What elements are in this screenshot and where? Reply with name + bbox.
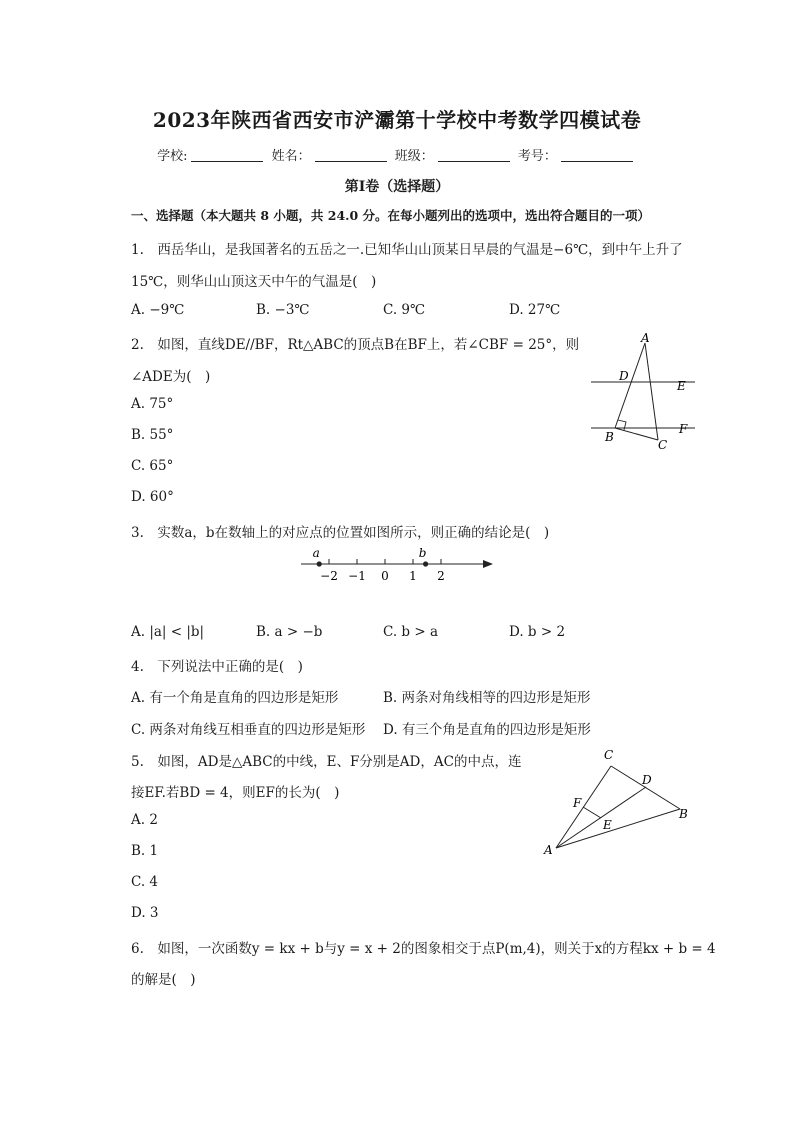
side-ac [645, 343, 658, 440]
school-label: 学校: [157, 149, 188, 164]
q2-figure [585, 330, 700, 455]
q4-option-c[interactable]: C. 两条对角线互相垂直的四边形是矩形 [131, 722, 366, 738]
label-e: E [603, 818, 612, 832]
q3-stem: 3. 实数a，b在数轴上的对应点的位置如图所示，则正确的结论是( ) [131, 525, 550, 541]
point-a [317, 561, 322, 566]
q3-number-line [295, 543, 500, 585]
label-a: A [641, 331, 650, 345]
exam-title: 2023年陕西省西安市浐灞第十学校中考数学四模试卷 [152, 108, 642, 132]
name-blank[interactable] [315, 149, 387, 162]
label-a: a [312, 546, 320, 560]
q1-option-b[interactable]: B. −3℃ [256, 302, 310, 318]
exam-no-label: 考号： [517, 149, 557, 164]
section-instructions: 一、选择题（本大题共 8 小题，共 24.0 分。在每小题列出的选项中，选出符合题目的一项） [131, 208, 651, 223]
q4-option-d[interactable]: D. 有三个角是直角的四边形是矩形 [383, 722, 591, 738]
class-label: 班级： [394, 149, 434, 164]
q5-stem-line2: 接EF.若BD = 4，则EF的长为( ) [131, 785, 340, 801]
q2-option-d[interactable]: D. 60° [131, 489, 174, 505]
q5-option-a[interactable]: A. 2 [131, 812, 158, 828]
q3-option-d[interactable]: D. b > 2 [509, 624, 566, 640]
segment-ef [583, 807, 601, 818]
side-ab [615, 343, 645, 428]
axis-arrow [483, 560, 493, 568]
q2-option-b[interactable]: B. 55° [131, 427, 174, 443]
class-blank[interactable] [438, 149, 510, 162]
q5-figure [538, 744, 698, 862]
point-b [423, 561, 428, 566]
q5-option-c[interactable]: C. 4 [131, 874, 159, 890]
q2-stem-line2: ∠ADE为( ) [131, 369, 211, 385]
q6-stem-line1: 6. 如图，一次函数y = kx + b与y = x + 2的图象相交于点P(m,4)，则关于x的方程kx + b = 4 [131, 941, 716, 957]
q5-stem-line1: 5. 如图，AD是△ABC的中线，E、F分别是AD，AC的中点，连 [131, 754, 522, 770]
q3-option-b[interactable]: B. a > −b [256, 624, 323, 640]
school-blank[interactable] [191, 149, 263, 162]
student-info-row [0, 145, 794, 164]
q3-option-c[interactable]: C. b > a [383, 624, 439, 640]
side-bc [615, 428, 658, 440]
label-f: F [573, 796, 582, 810]
section-heading: 第Ⅰ卷（选择题） [344, 179, 450, 195]
tick-label-1: −1 [348, 569, 366, 583]
label-d: D [619, 369, 629, 383]
q3-option-a[interactable]: A. |a| < |b| [131, 624, 205, 640]
q2-option-c[interactable]: C. 65° [131, 458, 174, 474]
exam-no-blank[interactable] [561, 149, 633, 162]
q4-stem: 4. 下列说法中正确的是( ) [131, 659, 303, 675]
q1-option-c[interactable]: C. 9℃ [383, 302, 426, 318]
label-d: D [642, 773, 652, 787]
tick-label-2: 0 [381, 569, 389, 583]
q6-stem-line2: 的解是( ) [131, 972, 196, 988]
name-label: 姓名： [271, 149, 311, 164]
side-ab [556, 809, 680, 848]
q5-option-b[interactable]: B. 1 [131, 843, 159, 859]
tick-label-3: 1 [409, 569, 417, 583]
q1-stem-line2: 15℃，则华山山顶这天中午的气温是( ) [131, 274, 377, 290]
q4-option-a[interactable]: A. 有一个角是直角的四边形是矩形 [131, 690, 339, 706]
label-b: B [605, 430, 614, 444]
label-e: E [677, 379, 686, 393]
q2-option-a[interactable]: A. 75° [131, 396, 174, 412]
q1-stem-line1: 1. 西岳华山，是我国著名的五岳之一.已知华山山顶某日早晨的气温是−6℃，到中午上升了 [131, 242, 683, 258]
q2-stem-line1: 2. 如图，直线DE//BF，Rt△ABC的顶点B在BF上，若∠CBF = 25°，则 [131, 337, 580, 353]
label-c: C [658, 438, 668, 452]
label-b: b [418, 546, 427, 560]
label-b: B [679, 807, 688, 821]
tick-label-4: 2 [437, 569, 445, 583]
q5-option-d[interactable]: D. 3 [131, 905, 159, 921]
label-a: A [544, 843, 553, 857]
label-c: C [604, 748, 614, 762]
q4-option-b[interactable]: B. 两条对角线相等的四边形是矩形 [383, 690, 591, 706]
tick-label-0: −2 [320, 569, 338, 583]
q1-option-d[interactable]: D. 27℃ [509, 302, 561, 318]
label-f: F [679, 422, 688, 436]
q1-option-a[interactable]: A. −9℃ [131, 302, 185, 318]
